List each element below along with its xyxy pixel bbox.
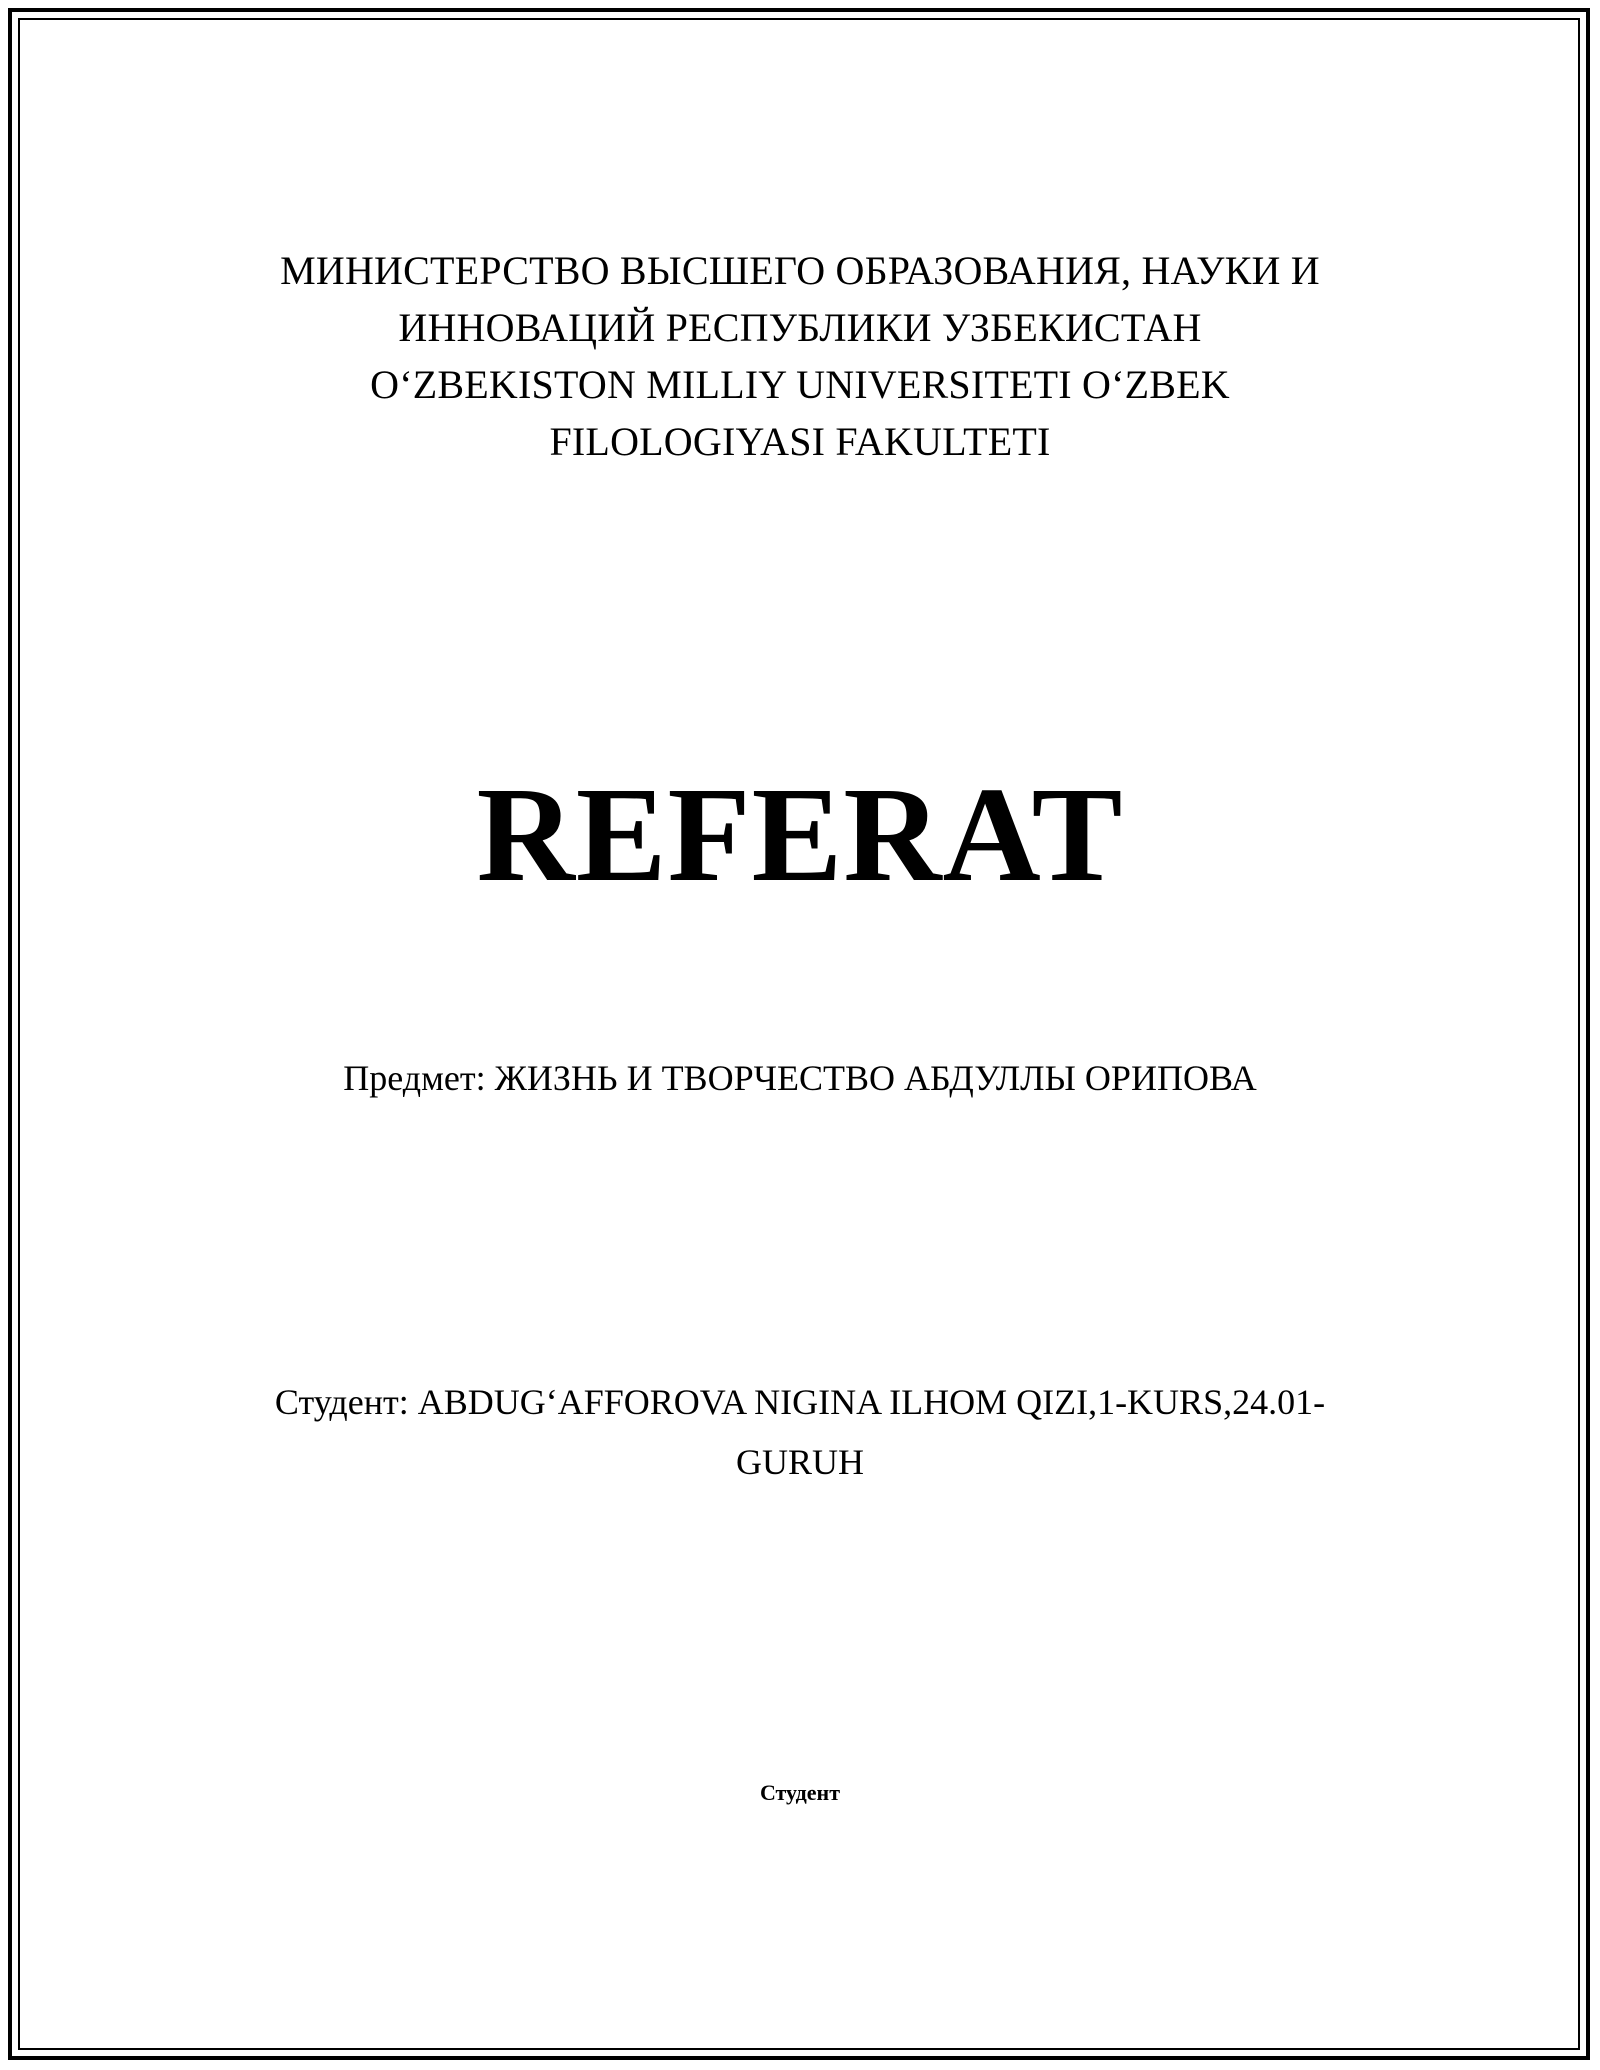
student-line-name: Студент: ABDUG‘AFFOROVA NIGINA ILHOM QIZI,1-KURS,24.01- bbox=[274, 1382, 1326, 1422]
subject-line: Предмет: ЖИЗНЬ И ТВОРЧЕСТВО АБДУЛЛЫ ОРИПОВА bbox=[343, 1058, 1257, 1098]
header-line-university: O‘ZBEKISTON MILLIY UNIVERSITETI O‘ZBEK bbox=[370, 362, 1230, 407]
header-line-faculty: FILOLOGIYASI FAKULTETI bbox=[549, 419, 1051, 464]
student-info bbox=[0, 1372, 1600, 1492]
footer-label: Студент bbox=[759, 1780, 841, 1805]
header-line-republic: ИННОВАЦИЙ РЕСПУБЛИКИ УЗБЕКИСТАН bbox=[398, 305, 1202, 350]
student-line-group: GURUH bbox=[735, 1442, 864, 1482]
header-line-ministry: МИНИСТЕРСТВО ВЫСШЕГО ОБРАЗОВАНИЯ, НАУКИ И bbox=[280, 248, 1320, 293]
institution-header bbox=[0, 242, 1600, 470]
document-title: REFERAT bbox=[476, 760, 1124, 910]
